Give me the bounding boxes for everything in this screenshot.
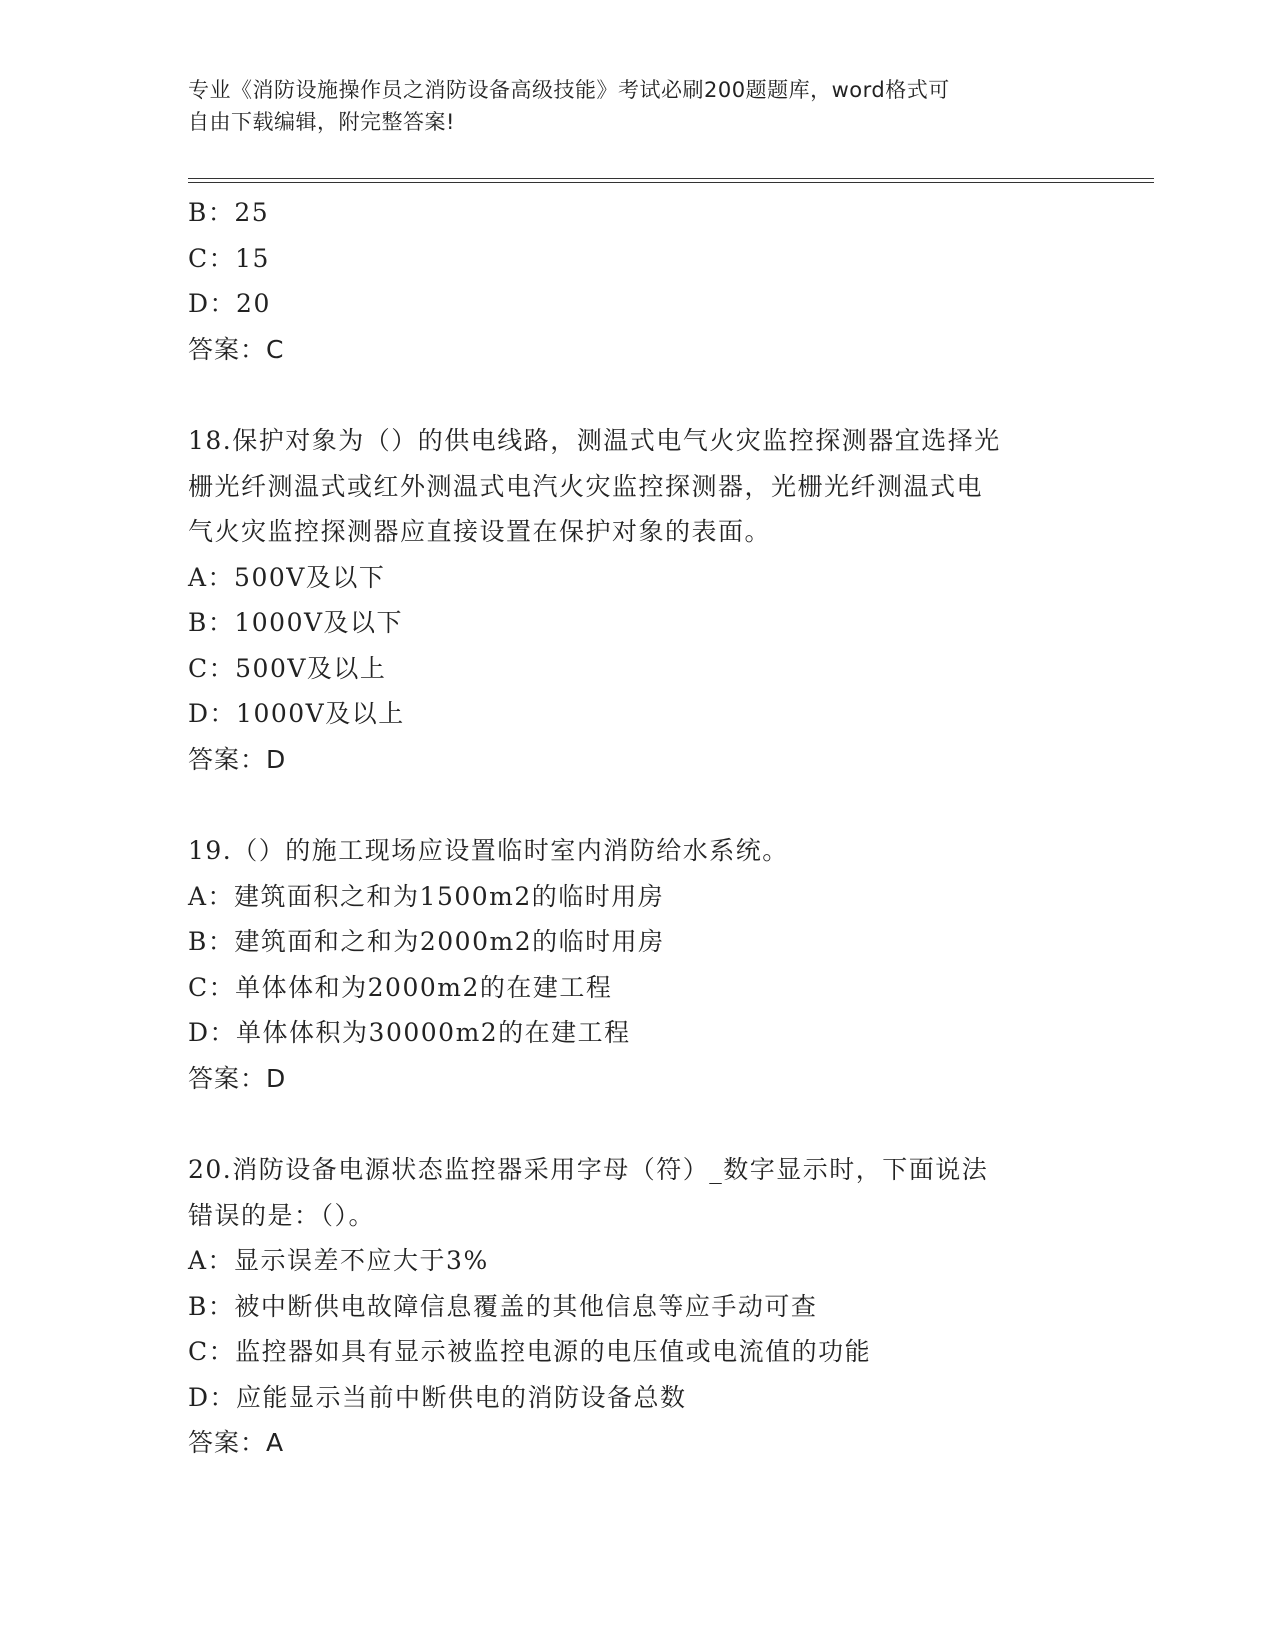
question-stem-line: 错误的是：（）。 [188, 1200, 376, 1230]
answer-label: 答案：A [188, 1428, 285, 1457]
header-line-2: 自由下载编辑，附完整答案! [188, 110, 455, 134]
document-header [188, 74, 1088, 138]
option-c: C：监控器如具有显示被监控电源的电压值或电流值的功能 [188, 1337, 872, 1366]
option-a: A：显示误差不应大于3% [188, 1246, 489, 1275]
header-divider-bottom [188, 182, 1154, 183]
question-stem-line: 栅光纤测温式或红外测温式电汽火灾监控探测器，光栅光纤测温式电 [188, 471, 984, 501]
question-list [188, 190, 1088, 1466]
question-17-continued [188, 190, 1088, 372]
option-d: D：1000V及以上 [188, 699, 405, 728]
option-c: C：15 [188, 243, 270, 273]
question-20 [188, 1147, 1088, 1466]
answer-label: 答案：D [188, 744, 287, 774]
answer-label: 答案：D [188, 1063, 287, 1093]
option-d: D：单体体积为30000m2的在建工程 [188, 1018, 631, 1047]
header-line-1: 专业《消防设施操作员之消防设备高级技能》考试必刷200题题库，word格式可 [188, 78, 950, 102]
spacer [188, 782, 1088, 828]
option-d: D：20 [188, 289, 271, 318]
question-stem-line: 19.（）的施工现场应设置临时室内消防给水系统。 [188, 836, 789, 865]
option-c: C：500V及以上 [188, 653, 387, 683]
option-a: A：500V及以下 [188, 562, 386, 592]
question-19 [188, 828, 1088, 1101]
option-d: D：应能显示当前中断供电的消防设备总数 [188, 1382, 687, 1412]
answer-label: 答案：C [188, 334, 285, 364]
question-18 [188, 418, 1088, 782]
spacer [188, 372, 1088, 418]
spacer [188, 1101, 1088, 1147]
question-stem-line: 20.消防设备电源状态监控器采用字母（符）_数字显示时，下面说法 [188, 1155, 989, 1184]
option-c: C：单体体和为2000m2的在建工程 [188, 972, 613, 1002]
question-stem-line: 气火灾监控探测器应直接设置在保护对象的表面。 [188, 517, 772, 546]
option-b: B：1000V及以下 [188, 608, 404, 637]
header-divider-top [188, 178, 1154, 179]
option-b: B：25 [188, 198, 270, 227]
option-b: B：被中断供电故障信息覆盖的其他信息等应手动可查 [188, 1291, 818, 1321]
question-stem-line: 18.保护对象为（）的供电线路，测温式电气火灾监控探测器宜选择光 [188, 426, 1001, 455]
option-b: B：建筑面和之和为2000m2的临时用房 [188, 927, 665, 956]
option-a: A：建筑面积之和为1500m2的临时用房 [188, 881, 665, 911]
